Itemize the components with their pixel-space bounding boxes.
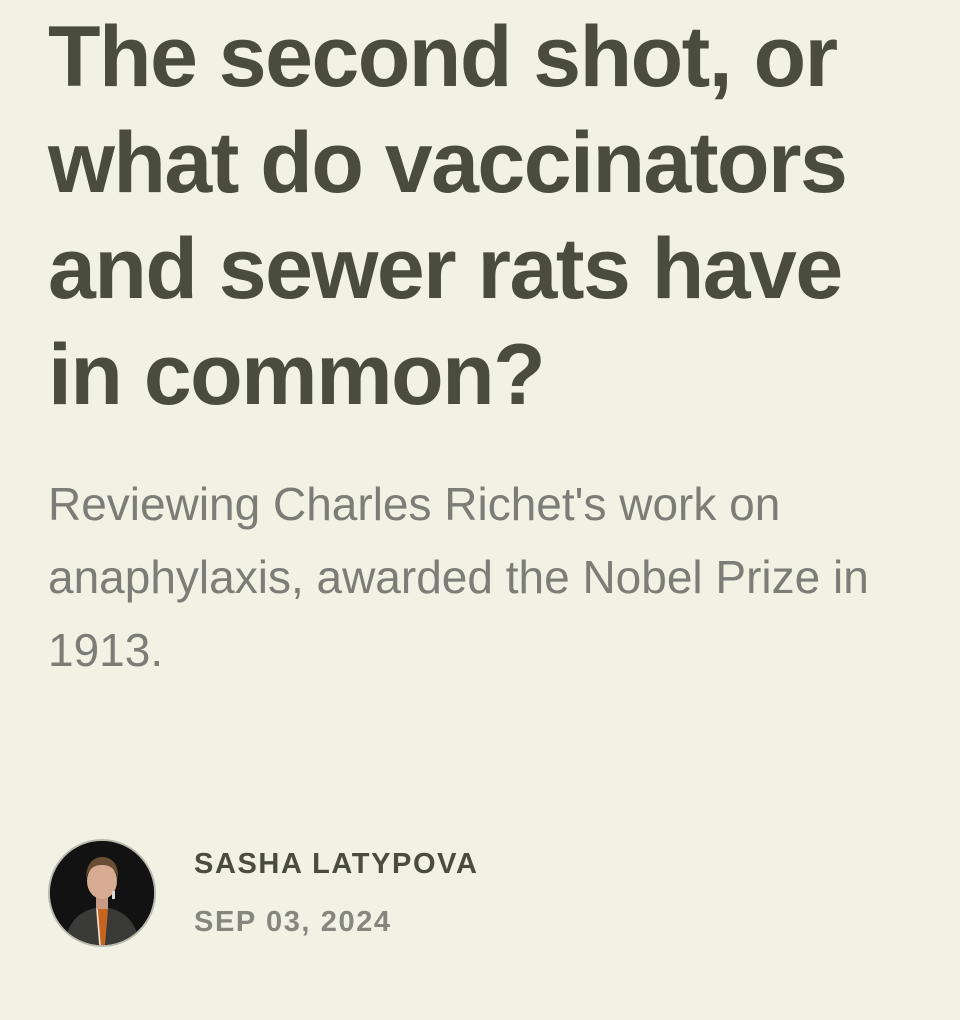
author-name[interactable]: SASHA LATYPOVA [194,848,479,880]
post-date: SEP 03, 2024 [194,906,392,938]
post-subtitle: Reviewing Charles Richet's work on anaphylaxis, awarded the Nobel Prize in 1913. [48,478,869,676]
post-title: The second shot, or what do vaccinators and sewer rats have in common? [48,9,847,423]
byline [48,838,479,948]
article-header [48,0,928,687]
author-avatar[interactable] [48,839,156,947]
byline-text [194,846,479,940]
author-photo [50,841,154,945]
